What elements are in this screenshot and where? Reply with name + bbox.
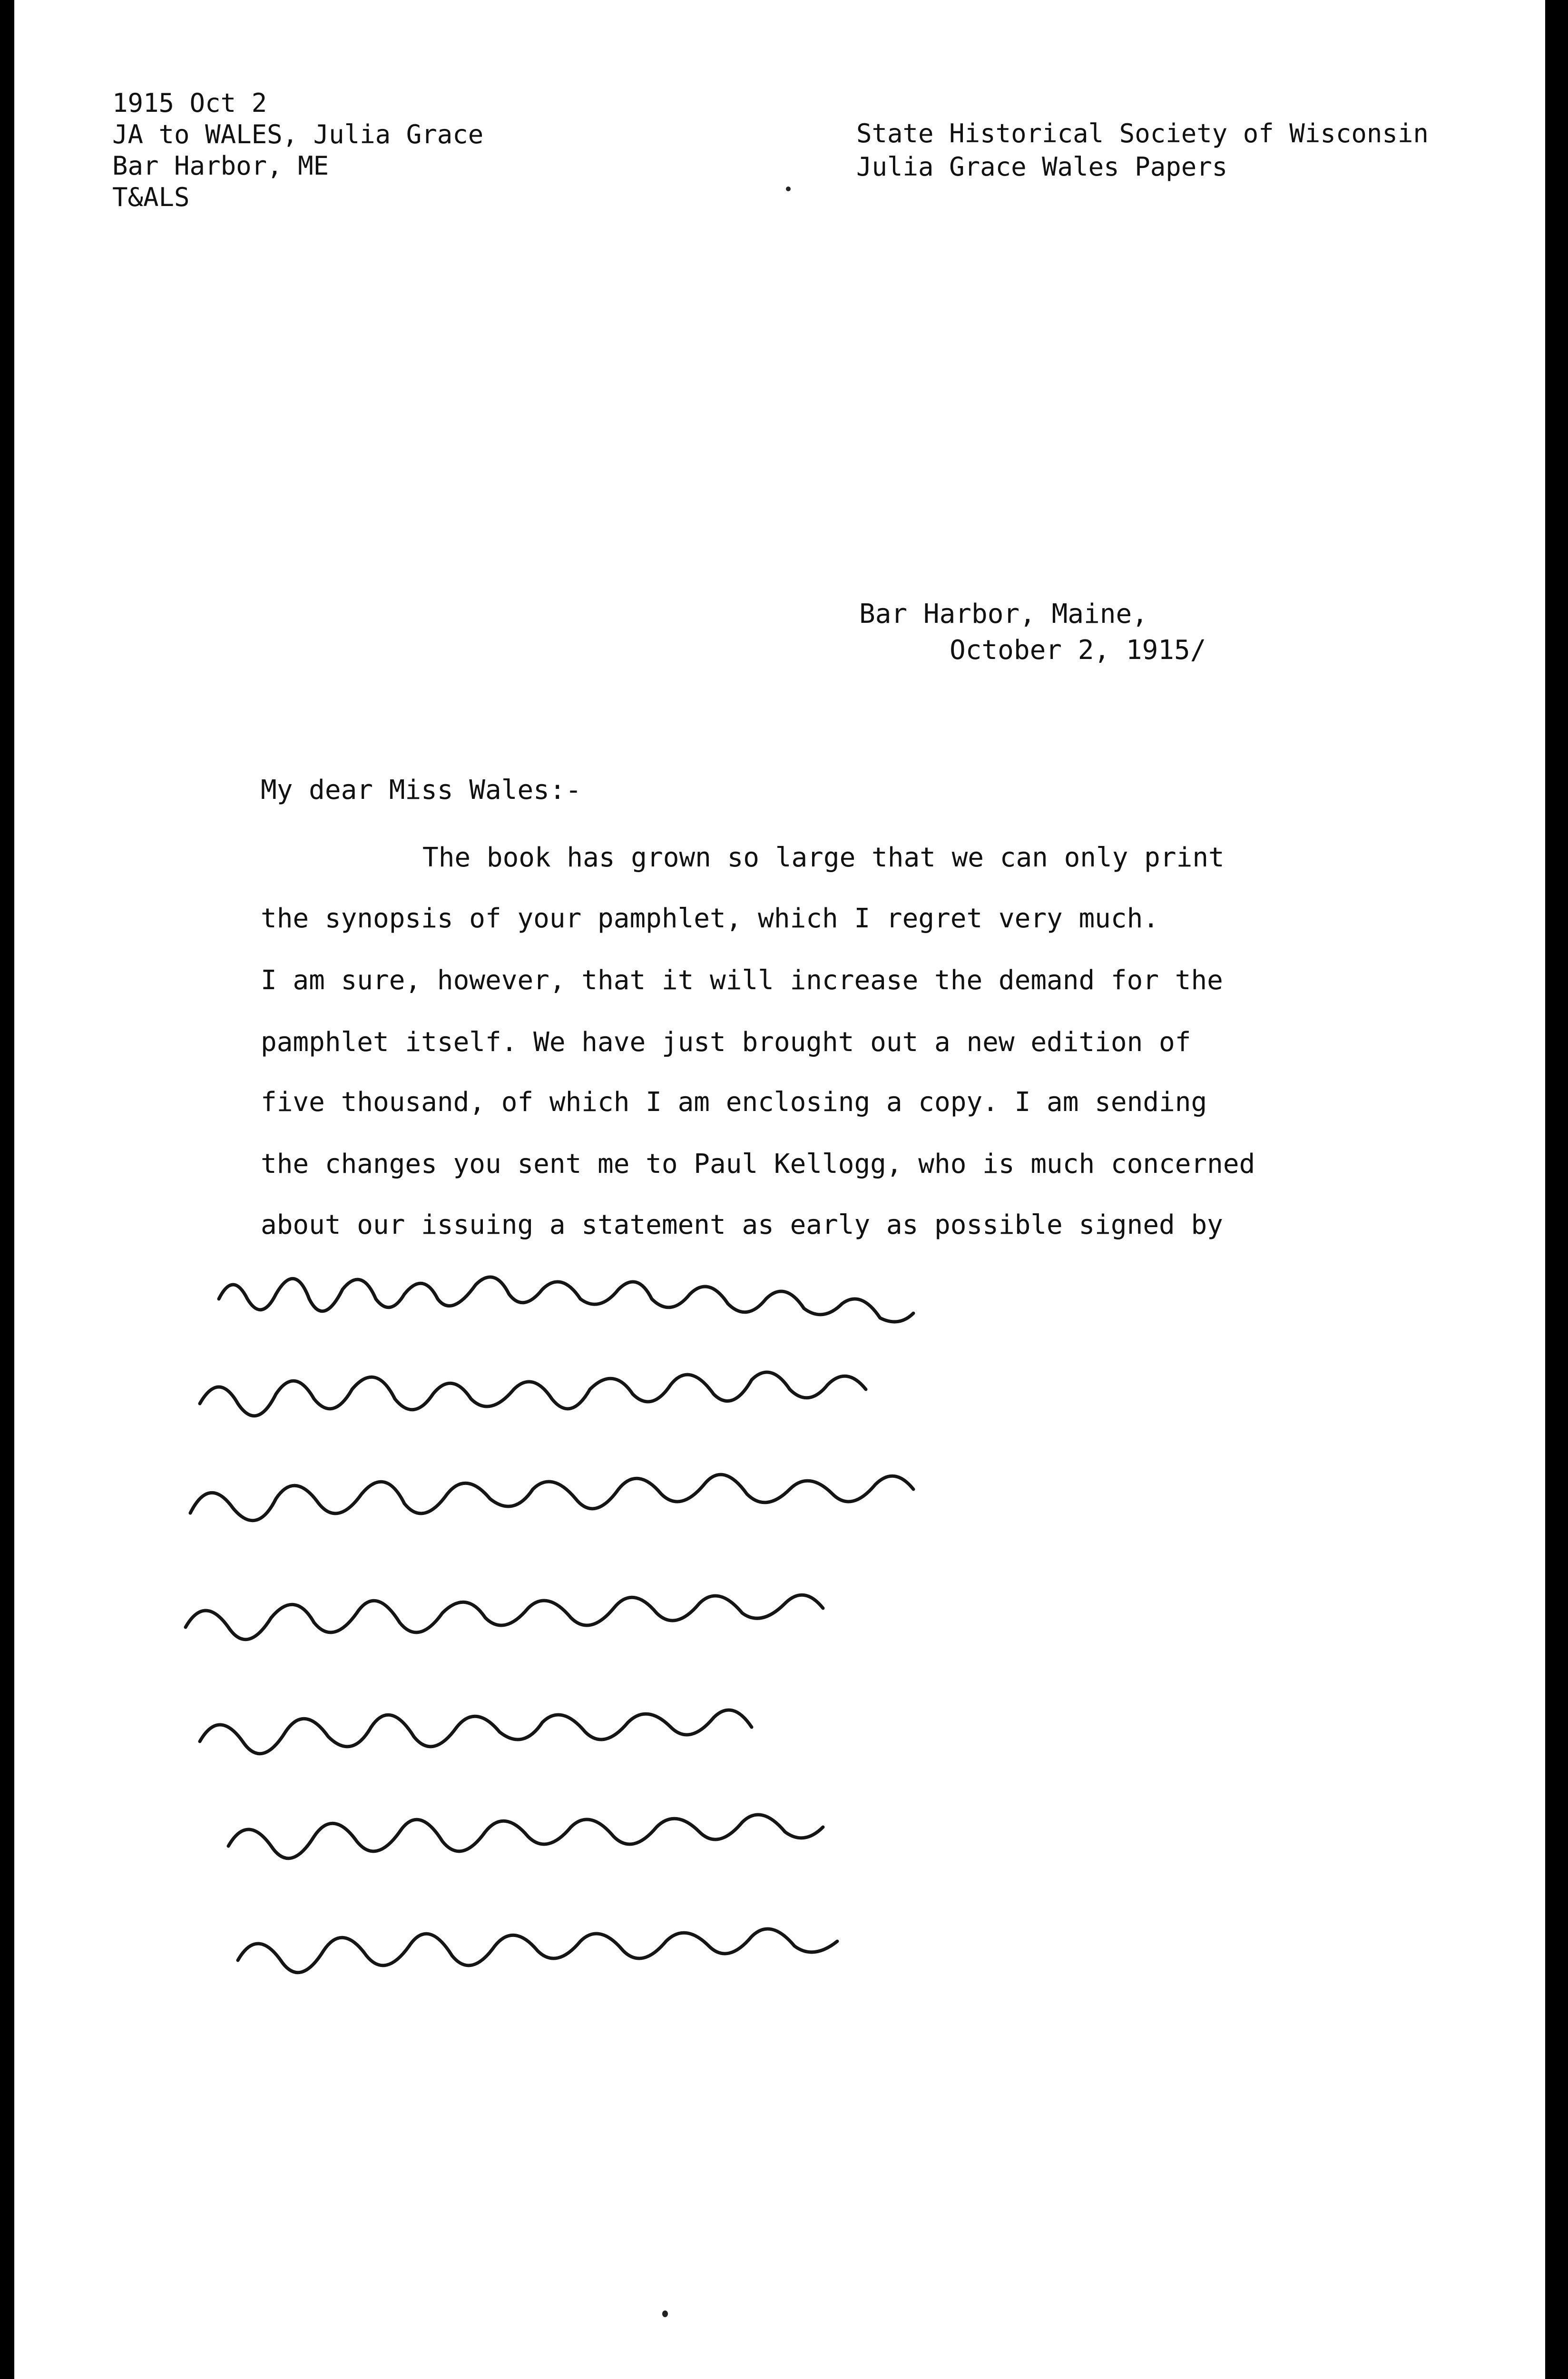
metadata-date: 1915 Oct 2 (112, 88, 267, 118)
scan-edge-left (0, 0, 14, 2379)
body-line: five thousand, of which I am enclosing a copy. I am sending (261, 1087, 1207, 1118)
archive-institution: State Historical Society of Wisconsin (856, 118, 1429, 148)
dateline-date: October 2, 1915/ (950, 635, 1206, 666)
body-line: The book has grown so large that we can only print (422, 842, 1225, 873)
salutation: My dear Miss Wales:- (261, 775, 582, 806)
archive-header (856, 117, 1429, 184)
metadata-correspondents: JA to WALES, Julia Grace (112, 119, 484, 149)
scan-speck (786, 187, 791, 191)
catalog-metadata (112, 88, 483, 213)
metadata-place: Bar Harbor, ME (112, 151, 329, 181)
archive-collection: Julia Grace Wales Papers (856, 152, 1228, 182)
body-line: the changes you sent me to Paul Kellogg, who is much concerned (261, 1149, 1255, 1180)
scan-edge-right (1545, 0, 1568, 2379)
body-line: the synopsis of your pamphlet, which I regret very much. (261, 903, 1159, 934)
scan-speck (662, 2310, 668, 2317)
handwritten-continuation (171, 1247, 1389, 2113)
metadata-format: T&ALS (112, 182, 190, 212)
body-line: pamphlet itself. We have just brought out a new edition of (261, 1027, 1191, 1058)
dateline-place: Bar Harbor, Maine, (859, 599, 1148, 629)
body-line: about our issuing a statement as early as possible signed by (261, 1209, 1223, 1240)
body-line: I am sure, however, that it will increase the demand for the (261, 965, 1223, 996)
